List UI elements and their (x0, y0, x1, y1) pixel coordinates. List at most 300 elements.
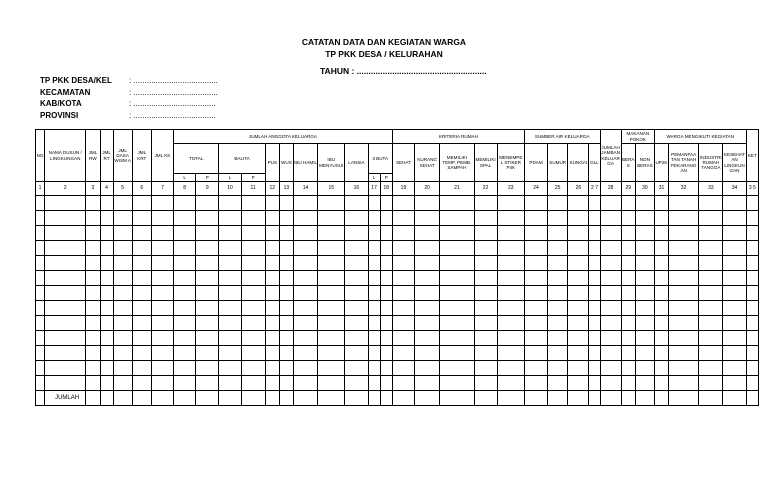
table-cell[interactable] (380, 196, 392, 211)
table-cell[interactable] (219, 226, 241, 241)
table-cell[interactable] (113, 256, 132, 271)
table-cell[interactable] (86, 226, 100, 241)
table-cell[interactable] (669, 346, 699, 361)
table-cell[interactable] (746, 196, 758, 211)
table-cell[interactable] (279, 346, 293, 361)
table-cell[interactable] (241, 241, 265, 256)
table-cell[interactable] (241, 376, 265, 391)
table-cell[interactable] (654, 301, 668, 316)
table-cell[interactable] (746, 241, 758, 256)
table-cell[interactable] (568, 331, 589, 346)
table-cell[interactable] (132, 226, 151, 241)
table-cell[interactable] (621, 301, 635, 316)
table-cell[interactable] (219, 241, 241, 256)
table-cell[interactable] (265, 256, 279, 271)
table-cell[interactable] (265, 361, 279, 376)
table-cell[interactable] (151, 196, 173, 211)
table-cell[interactable] (621, 256, 635, 271)
table-cell[interactable] (568, 301, 589, 316)
table-cell[interactable] (113, 196, 132, 211)
table-cell[interactable] (113, 316, 132, 331)
table-cell[interactable] (600, 361, 621, 376)
table-cell[interactable] (635, 241, 654, 256)
table-cell[interactable] (368, 316, 380, 331)
table-cell[interactable] (415, 286, 440, 301)
table-cell[interactable] (293, 346, 317, 361)
table-cell[interactable] (589, 376, 600, 391)
table-cell[interactable] (654, 391, 668, 406)
table-cell[interactable] (174, 286, 196, 301)
table-cell[interactable] (548, 331, 568, 346)
table-cell[interactable] (45, 376, 86, 391)
table-cell[interactable] (36, 376, 45, 391)
table-cell[interactable] (669, 331, 699, 346)
table-cell[interactable] (635, 211, 654, 226)
table-cell[interactable] (219, 361, 241, 376)
table-cell[interactable] (86, 301, 100, 316)
table-cell[interactable] (635, 331, 654, 346)
table-cell[interactable] (699, 226, 723, 241)
table-cell[interactable] (589, 226, 600, 241)
table-cell[interactable] (196, 391, 219, 406)
table-cell[interactable] (318, 376, 345, 391)
table-cell[interactable] (589, 361, 600, 376)
table-cell[interactable] (86, 256, 100, 271)
table-cell[interactable] (151, 256, 173, 271)
table-cell[interactable] (45, 211, 86, 226)
table-cell[interactable] (279, 196, 293, 211)
table-cell[interactable] (568, 361, 589, 376)
table-cell[interactable] (132, 256, 151, 271)
table-cell[interactable] (392, 301, 414, 316)
table-cell[interactable] (723, 286, 746, 301)
table-cell[interactable] (621, 196, 635, 211)
table-cell[interactable] (293, 301, 317, 316)
table-cell[interactable] (497, 391, 524, 406)
table-cell[interactable] (497, 226, 524, 241)
table-cell[interactable] (265, 241, 279, 256)
table-cell[interactable] (368, 346, 380, 361)
table-cell[interactable] (524, 226, 547, 241)
table-cell[interactable] (345, 391, 368, 406)
table-cell[interactable] (635, 256, 654, 271)
table-cell[interactable] (36, 361, 45, 376)
table-cell[interactable] (392, 331, 414, 346)
table-cell[interactable] (132, 211, 151, 226)
table-cell[interactable] (293, 196, 317, 211)
table-cell[interactable] (265, 316, 279, 331)
table-cell[interactable] (36, 256, 45, 271)
table-cell[interactable] (174, 226, 196, 241)
table-cell[interactable] (368, 361, 380, 376)
table-cell[interactable] (600, 391, 621, 406)
table-cell[interactable] (174, 361, 196, 376)
table-cell[interactable] (635, 346, 654, 361)
table-cell[interactable] (415, 301, 440, 316)
table-cell[interactable] (568, 241, 589, 256)
table-cell[interactable] (241, 316, 265, 331)
table-cell[interactable] (568, 376, 589, 391)
table-cell[interactable] (368, 241, 380, 256)
table-cell[interactable] (100, 376, 113, 391)
table-cell[interactable] (293, 316, 317, 331)
table-cell[interactable] (293, 241, 317, 256)
table-cell[interactable] (635, 286, 654, 301)
table-cell[interactable] (600, 286, 621, 301)
table-cell[interactable] (415, 361, 440, 376)
table-cell[interactable] (548, 226, 568, 241)
table-cell[interactable] (654, 256, 668, 271)
table-cell[interactable] (174, 376, 196, 391)
table-cell[interactable] (654, 346, 668, 361)
table-cell[interactable] (265, 331, 279, 346)
table-cell[interactable] (345, 241, 368, 256)
table-cell[interactable] (497, 241, 524, 256)
table-cell[interactable] (380, 301, 392, 316)
table-cell[interactable] (345, 226, 368, 241)
table-cell[interactable] (279, 391, 293, 406)
table-cell[interactable] (654, 226, 668, 241)
table-cell[interactable] (723, 361, 746, 376)
table-cell[interactable] (669, 361, 699, 376)
table-cell[interactable] (293, 331, 317, 346)
table-cell[interactable] (723, 346, 746, 361)
table-cell[interactable] (669, 376, 699, 391)
table-cell[interactable] (440, 346, 474, 361)
table-cell[interactable] (600, 196, 621, 211)
table-cell[interactable] (318, 226, 345, 241)
table-cell[interactable] (723, 241, 746, 256)
table-cell[interactable] (86, 361, 100, 376)
table-cell[interactable] (635, 226, 654, 241)
table-cell[interactable] (548, 376, 568, 391)
table-cell[interactable] (440, 316, 474, 331)
table-cell[interactable] (100, 361, 113, 376)
table-cell[interactable] (345, 376, 368, 391)
table-cell[interactable] (568, 316, 589, 331)
table-cell[interactable] (524, 391, 547, 406)
table-cell[interactable] (415, 226, 440, 241)
table-cell[interactable] (36, 286, 45, 301)
table-cell[interactable] (293, 391, 317, 406)
table-cell[interactable] (380, 256, 392, 271)
table-cell[interactable] (654, 211, 668, 226)
table-cell[interactable] (568, 286, 589, 301)
table-cell[interactable] (345, 196, 368, 211)
table-cell[interactable] (568, 211, 589, 226)
table-cell[interactable] (293, 376, 317, 391)
table-cell[interactable] (654, 196, 668, 211)
table-cell[interactable] (45, 301, 86, 316)
table-cell[interactable] (196, 346, 219, 361)
table-cell[interactable] (474, 301, 497, 316)
table-cell[interactable] (265, 196, 279, 211)
table-cell[interactable] (723, 391, 746, 406)
table-cell[interactable] (100, 226, 113, 241)
table-cell[interactable] (621, 376, 635, 391)
table-cell[interactable] (219, 256, 241, 271)
table-cell[interactable] (100, 331, 113, 346)
table-cell[interactable] (368, 391, 380, 406)
table-cell[interactable] (669, 196, 699, 211)
table-cell[interactable] (415, 241, 440, 256)
table-cell[interactable] (568, 196, 589, 211)
table-cell[interactable] (654, 271, 668, 286)
table-cell[interactable] (440, 391, 474, 406)
table-cell[interactable] (474, 376, 497, 391)
table-cell[interactable] (746, 301, 758, 316)
table-cell[interactable] (151, 376, 173, 391)
table-cell[interactable] (113, 346, 132, 361)
table-cell[interactable] (474, 286, 497, 301)
table-cell[interactable] (474, 331, 497, 346)
table-cell[interactable] (86, 241, 100, 256)
table-cell[interactable] (368, 256, 380, 271)
table-cell[interactable] (548, 241, 568, 256)
table-cell[interactable] (113, 376, 132, 391)
table-cell[interactable] (174, 211, 196, 226)
table-cell[interactable] (380, 316, 392, 331)
table-cell[interactable] (86, 286, 100, 301)
table-cell[interactable] (474, 361, 497, 376)
table-cell[interactable] (621, 211, 635, 226)
table-cell[interactable] (279, 301, 293, 316)
table-cell[interactable] (524, 256, 547, 271)
table-cell[interactable] (548, 391, 568, 406)
table-cell[interactable] (219, 286, 241, 301)
table-cell[interactable] (497, 316, 524, 331)
table-cell[interactable] (440, 331, 474, 346)
table-cell[interactable] (113, 361, 132, 376)
table-cell[interactable] (151, 286, 173, 301)
table-cell[interactable] (746, 376, 758, 391)
table-cell[interactable] (265, 226, 279, 241)
table-cell[interactable] (318, 301, 345, 316)
table-cell[interactable] (318, 331, 345, 346)
table-cell[interactable] (345, 211, 368, 226)
table-cell[interactable] (241, 391, 265, 406)
table-cell[interactable] (600, 271, 621, 286)
table-cell[interactable] (279, 211, 293, 226)
table-cell[interactable] (621, 286, 635, 301)
table-cell[interactable] (345, 286, 368, 301)
table-cell[interactable] (568, 256, 589, 271)
table-cell[interactable] (45, 331, 86, 346)
table-cell[interactable] (415, 331, 440, 346)
table-cell[interactable] (100, 391, 113, 406)
table-cell[interactable] (380, 361, 392, 376)
table-cell[interactable] (132, 271, 151, 286)
table-cell[interactable] (392, 241, 414, 256)
table-cell[interactable] (279, 286, 293, 301)
table-cell[interactable] (86, 346, 100, 361)
table-cell[interactable] (621, 271, 635, 286)
table-cell[interactable] (415, 271, 440, 286)
table-cell[interactable] (524, 211, 547, 226)
table-cell[interactable] (113, 391, 132, 406)
table-cell[interactable] (196, 361, 219, 376)
table-cell[interactable] (45, 346, 86, 361)
table-cell[interactable] (132, 376, 151, 391)
table-cell[interactable] (415, 316, 440, 331)
table-cell[interactable] (589, 286, 600, 301)
table-cell[interactable] (497, 256, 524, 271)
table-cell[interactable] (746, 256, 758, 271)
table-cell[interactable] (524, 241, 547, 256)
table-cell[interactable] (318, 256, 345, 271)
table-cell[interactable] (36, 391, 45, 406)
table-cell[interactable] (589, 316, 600, 331)
table-cell[interactable] (293, 256, 317, 271)
table-cell[interactable] (699, 271, 723, 286)
table-cell[interactable] (151, 301, 173, 316)
table-cell[interactable] (723, 331, 746, 346)
table-cell[interactable] (36, 346, 45, 361)
table-cell[interactable] (100, 286, 113, 301)
table-cell[interactable] (723, 301, 746, 316)
table-cell[interactable] (600, 316, 621, 331)
table-cell[interactable] (635, 271, 654, 286)
table-cell[interactable] (589, 211, 600, 226)
table-cell[interactable] (699, 331, 723, 346)
table-cell[interactable] (196, 271, 219, 286)
table-cell[interactable] (440, 196, 474, 211)
table-cell[interactable] (380, 391, 392, 406)
table-cell[interactable] (699, 361, 723, 376)
table-cell[interactable] (589, 391, 600, 406)
table-cell[interactable] (345, 256, 368, 271)
table-cell[interactable] (151, 316, 173, 331)
table-cell[interactable] (368, 301, 380, 316)
table-cell[interactable] (392, 376, 414, 391)
table-cell[interactable] (699, 316, 723, 331)
table-cell[interactable] (380, 376, 392, 391)
table-cell[interactable] (654, 241, 668, 256)
table-cell[interactable] (241, 256, 265, 271)
table-cell[interactable] (548, 271, 568, 286)
table-cell[interactable] (380, 241, 392, 256)
table-cell[interactable] (368, 286, 380, 301)
table-cell[interactable] (113, 241, 132, 256)
table-cell[interactable] (196, 196, 219, 211)
table-cell[interactable] (380, 211, 392, 226)
table-cell[interactable] (635, 361, 654, 376)
table-cell[interactable] (392, 391, 414, 406)
table-cell[interactable] (45, 316, 86, 331)
table-cell[interactable] (654, 361, 668, 376)
table-cell[interactable] (345, 316, 368, 331)
table-cell[interactable] (293, 211, 317, 226)
table-cell[interactable] (132, 346, 151, 361)
table-cell[interactable] (524, 361, 547, 376)
table-cell[interactable] (474, 196, 497, 211)
table-cell[interactable] (151, 226, 173, 241)
table-cell[interactable] (174, 271, 196, 286)
table-cell[interactable] (100, 301, 113, 316)
table-cell[interactable] (219, 346, 241, 361)
table-cell[interactable] (699, 301, 723, 316)
table-cell[interactable] (723, 271, 746, 286)
table-cell[interactable] (474, 211, 497, 226)
table-cell[interactable] (196, 241, 219, 256)
table-cell[interactable] (669, 316, 699, 331)
table-cell[interactable] (621, 361, 635, 376)
table-cell[interactable] (746, 271, 758, 286)
table-cell[interactable] (36, 271, 45, 286)
table-cell[interactable] (699, 286, 723, 301)
table-cell[interactable] (746, 361, 758, 376)
table-cell[interactable] (151, 271, 173, 286)
table-cell[interactable] (524, 196, 547, 211)
table-cell[interactable] (392, 196, 414, 211)
table-cell[interactable] (279, 241, 293, 256)
table-cell[interactable] (293, 286, 317, 301)
table-cell[interactable] (196, 226, 219, 241)
table-cell[interactable] (36, 241, 45, 256)
table-cell[interactable] (568, 271, 589, 286)
table-cell[interactable] (100, 196, 113, 211)
table-cell[interactable] (589, 271, 600, 286)
table-cell[interactable] (474, 391, 497, 406)
table-cell[interactable] (699, 241, 723, 256)
table-cell[interactable] (279, 271, 293, 286)
table-cell[interactable] (392, 211, 414, 226)
table-cell[interactable] (621, 316, 635, 331)
table-cell[interactable] (100, 241, 113, 256)
table-cell[interactable] (36, 211, 45, 226)
table-cell[interactable] (36, 301, 45, 316)
table-cell[interactable] (440, 361, 474, 376)
table-cell[interactable] (654, 316, 668, 331)
table-cell[interactable] (635, 376, 654, 391)
table-cell[interactable] (86, 211, 100, 226)
table-cell[interactable] (440, 256, 474, 271)
table-cell[interactable] (100, 211, 113, 226)
table-cell[interactable] (368, 271, 380, 286)
table-cell[interactable] (669, 391, 699, 406)
table-cell[interactable] (723, 211, 746, 226)
table-cell[interactable] (723, 196, 746, 211)
table-cell[interactable] (415, 391, 440, 406)
table-cell[interactable] (497, 376, 524, 391)
table-cell[interactable] (318, 346, 345, 361)
table-cell[interactable] (600, 301, 621, 316)
table-cell[interactable] (699, 346, 723, 361)
table-cell[interactable] (669, 286, 699, 301)
table-cell[interactable] (241, 211, 265, 226)
table-cell[interactable] (279, 226, 293, 241)
table-cell[interactable] (279, 256, 293, 271)
table-cell[interactable] (132, 241, 151, 256)
table-cell[interactable] (174, 331, 196, 346)
table-cell[interactable] (474, 346, 497, 361)
table-cell[interactable] (219, 301, 241, 316)
table-cell[interactable] (746, 391, 758, 406)
table-cell[interactable] (174, 301, 196, 316)
table-cell[interactable] (318, 196, 345, 211)
table-cell[interactable] (524, 346, 547, 361)
table-cell[interactable] (45, 196, 86, 211)
table-cell[interactable] (654, 376, 668, 391)
table-cell[interactable] (132, 316, 151, 331)
table-cell[interactable] (293, 361, 317, 376)
table-cell[interactable] (279, 361, 293, 376)
table-cell[interactable] (345, 271, 368, 286)
table-cell[interactable] (241, 196, 265, 211)
table-cell[interactable] (132, 391, 151, 406)
table-cell[interactable] (654, 286, 668, 301)
table-cell[interactable] (113, 226, 132, 241)
